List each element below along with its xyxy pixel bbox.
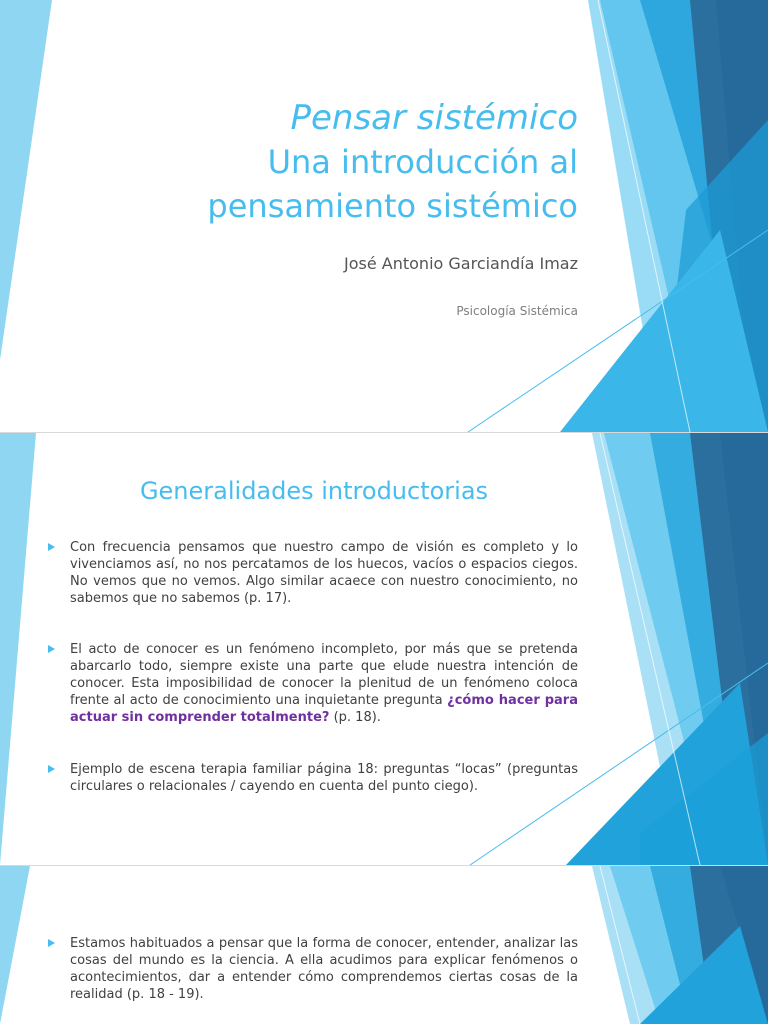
department-label: Psicología Sistémica — [456, 304, 578, 318]
list-item — [46, 761, 578, 795]
list-item — [46, 935, 578, 1003]
bullet-list — [46, 539, 578, 607]
bullet-list — [46, 935, 578, 1003]
bullet-text: Estamos habituados a pensar que la forma de conocer, entender, analizar las cosas del mundo es la ciencia. A ella acudimos para explicar fenómenos o acontecimientos, dar a entender cómo comprendemos ciertas cosas de la realidad (p. 18 - 19). — [70, 936, 578, 1002]
slide-subtitle-line-2: pensamiento sistémico — [207, 187, 578, 225]
slide-title: Generalidades introductorias — [139, 477, 489, 505]
bullet-text: Con frecuencia pensamos que nuestro campo de visión es completo y lo vivenciamos así, no nos percatamos de los huecos, vacíos o espacios ciegos. No vemos que no vemos. Algo similar acaece con nuestro conocimiento, no sabemos que no sabemos (p. 17). — [70, 540, 578, 606]
list-item — [46, 539, 578, 607]
slide-3[interactable] — [0, 866, 768, 1024]
bullet-list — [46, 761, 578, 795]
slide-title: Pensar sistémico — [290, 98, 578, 138]
highlighted-question-link[interactable]: ¿cómo hacer para actuar sin comprender totalmente? — [70, 693, 578, 725]
triangle-bullet-icon — [48, 645, 55, 653]
bullet-list — [46, 641, 578, 726]
list-item — [46, 641, 578, 726]
bullet-text: Ejemplo de escena terapia familiar página 18: preguntas “locas” (preguntas circulares o relacionales / cayendo en cuenta del punto ciego). — [70, 762, 578, 794]
triangle-bullet-icon — [48, 939, 55, 947]
slide-1[interactable] — [0, 0, 768, 432]
slide-subtitle-line-1: Una introducción al — [267, 143, 578, 181]
triangle-bullet-icon — [48, 543, 55, 551]
triangle-bullet-icon — [48, 765, 55, 773]
title-block — [58, 96, 578, 228]
slide-2[interactable] — [0, 433, 768, 865]
bullet-text: El acto de conocer es un fenómeno incompleto, por más que se pretenda abarcarlo todo, siempre existe una parte que elude nuestra intención de conocer. Esta imposibilidad de conocer la plenitud de un fenómeno coloca frente al acto de conocimiento una inquietante pregunta — [70, 642, 578, 708]
author-name: José Antonio Garciandía Imaz — [344, 254, 578, 273]
bullet-text: (p. 18). — [329, 710, 381, 725]
